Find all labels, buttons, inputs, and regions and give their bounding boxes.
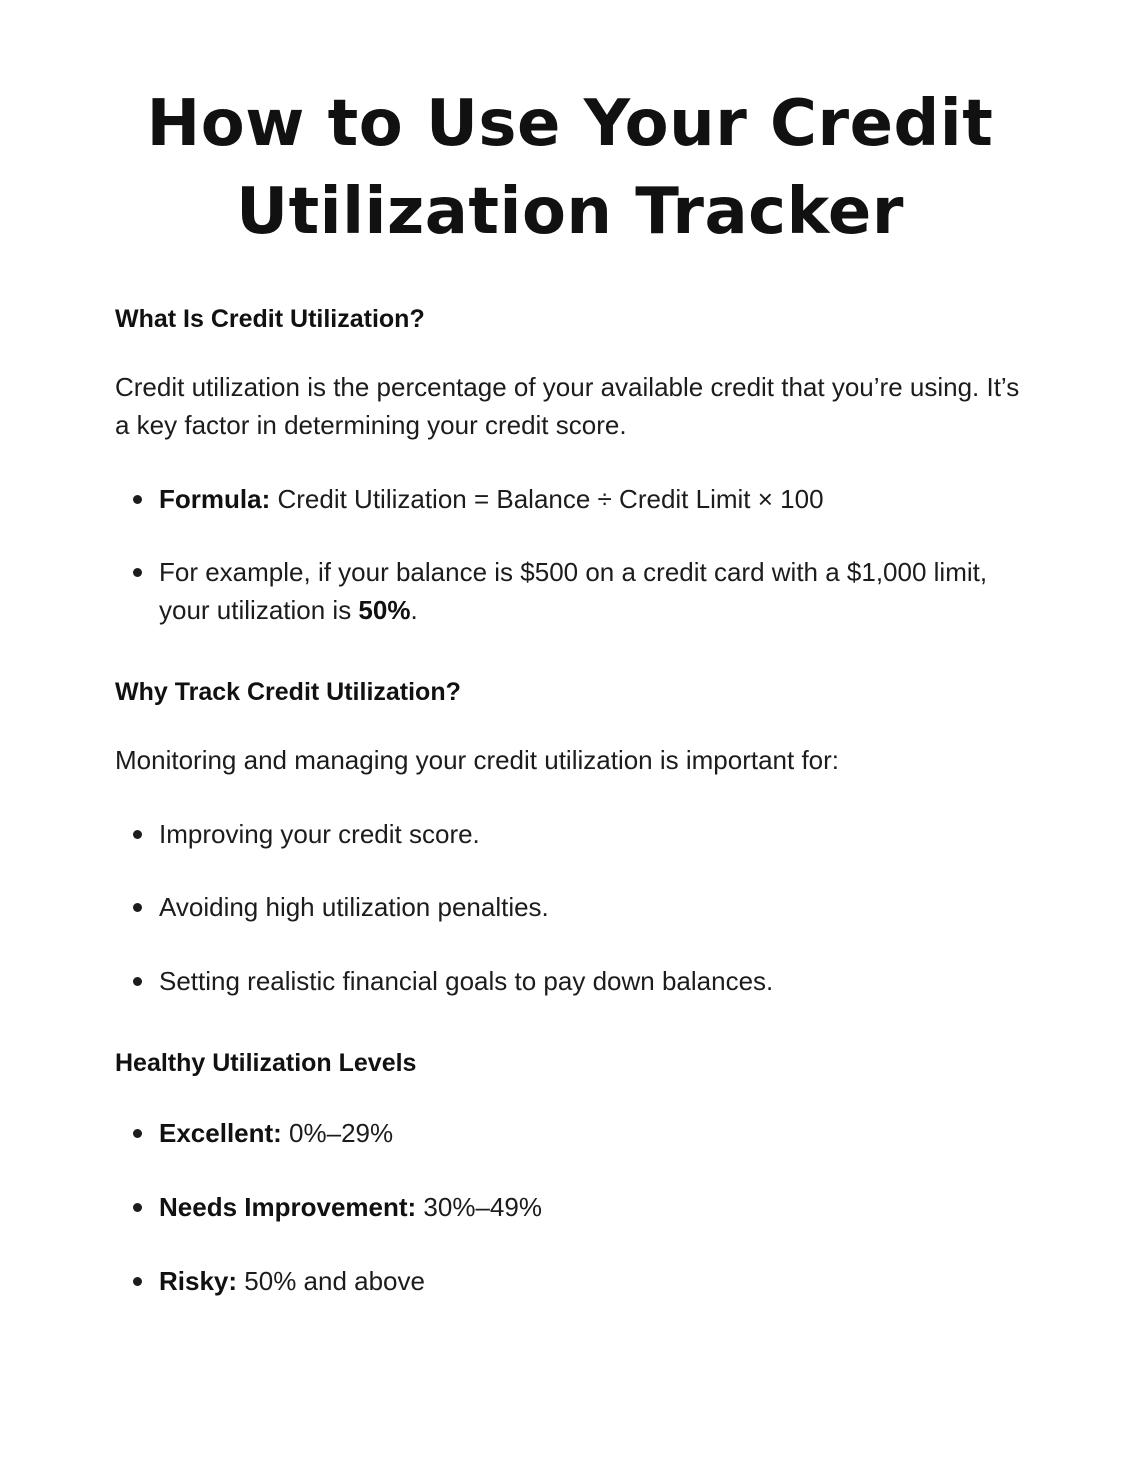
list-item-risky (115, 1263, 1025, 1301)
list-item-excellent (115, 1115, 1025, 1153)
page-title-line1: How to Use Your Credit (146, 87, 994, 161)
bold-label-risky: Risky: (159, 1265, 238, 1296)
section-heading-why-track: Why Track Credit Utilization? (115, 677, 461, 706)
section-what-is-credit-utilization (115, 303, 1025, 630)
bold-label-needs-improvement: Needs Improvement: (159, 1192, 417, 1222)
list-item-formula (115, 481, 1025, 519)
bullet-list-why-track (115, 816, 1025, 1001)
page-title (95, 80, 1045, 257)
excellent-range: 0%–29% (281, 1118, 394, 1149)
section-why-track (115, 676, 1025, 1001)
example-text-post: . (410, 594, 418, 625)
section-heading-healthy-levels: Healthy Utilization Levels (115, 1048, 417, 1077)
bullet-list-what-is (115, 481, 1025, 630)
list-item-example (115, 554, 1025, 629)
list-item-improving-score: Improving your credit score. (115, 816, 1025, 854)
example-bold-value: 50% (358, 594, 411, 625)
risky-range: 50% and above (237, 1265, 425, 1296)
list-item-needs-improvement (115, 1189, 1025, 1227)
list-item-setting-goals: Setting realistic financial goals to pay down balances. (115, 963, 1025, 1001)
paragraph-why-track: Monitoring and managing your credit utilization is important for: (115, 745, 840, 776)
bold-label-formula: Formula: (159, 483, 271, 514)
section-heading-what-is: What Is Credit Utilization? (115, 304, 425, 333)
page-title-line2: Utilization Tracker (236, 175, 904, 250)
bold-label-excellent: Excellent: (159, 1118, 282, 1149)
needs-improvement-range: 30%–49% (416, 1192, 542, 1222)
bullet-list-healthy-levels (115, 1115, 1025, 1300)
list-item-avoiding-penalties: Avoiding high utilization penalties. (115, 889, 1025, 927)
example-text-pre: For example, if your balance is $500 on a credit card with a $1,000 limit, your utilization is (159, 557, 988, 625)
section-healthy-levels (115, 1047, 1025, 1301)
paragraph-what-is: Credit utilization is the percentage of your available credit that you’re using. It’s a key factor in determining your credit score. (115, 372, 1020, 440)
formula-text: Credit Utilization = Balance ÷ Credit Limit × 100 (270, 483, 824, 514)
